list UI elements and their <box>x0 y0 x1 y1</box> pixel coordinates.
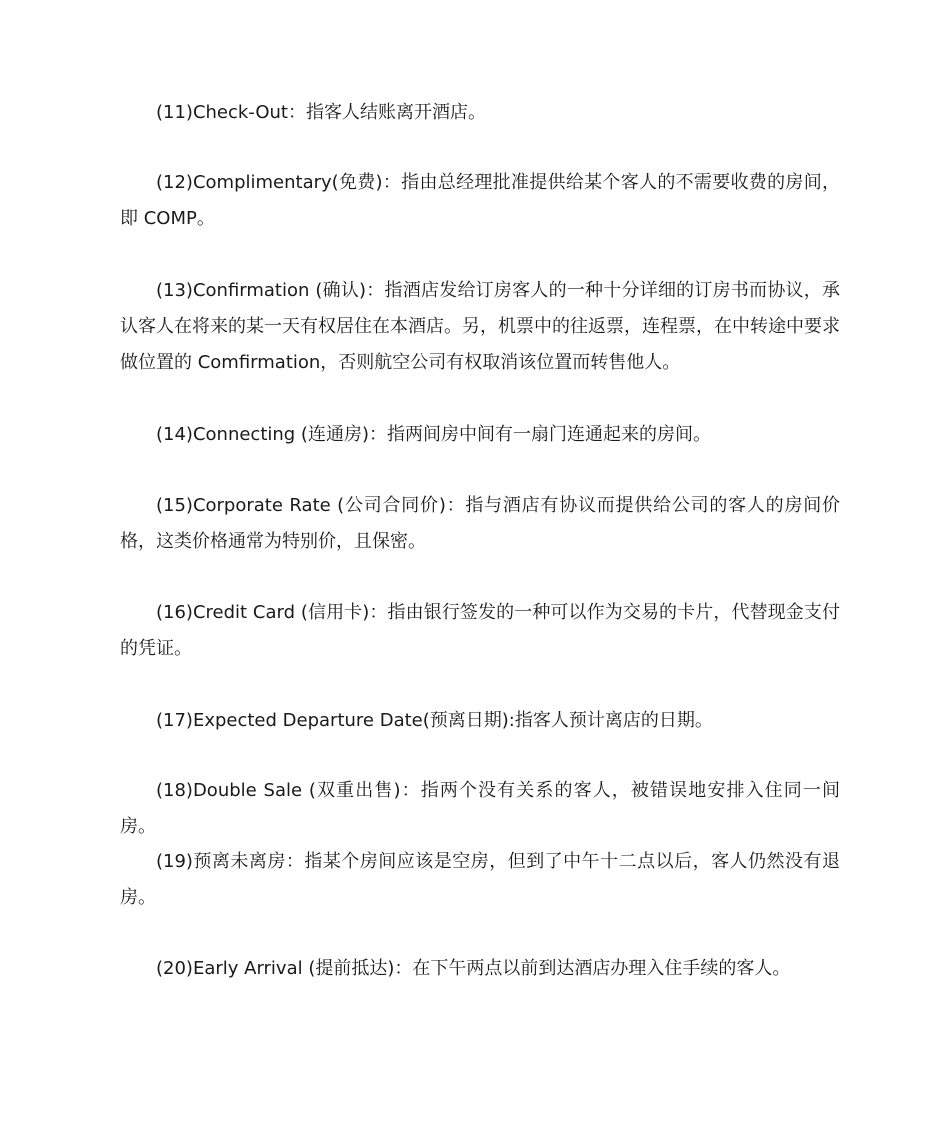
entry-19: (19)预离未离房：指某个房间应该是空房，但到了中午十二点以后，客人仍然没有退房。 <box>120 851 840 908</box>
entry-14: (14)Connecting (连通房)：指两间房中间有一扇门连通起来的房间。 <box>156 424 711 445</box>
entry-11: (11)Check-Out：指客人结账离开酒店。 <box>156 102 486 123</box>
entry-17: (17)Expected Departure Date(预离日期):指客人预计离店的日期。 <box>156 710 713 731</box>
entry-16: (16)Credit Card (信用卡)：指由银行签发的一种可以作为交易的卡片，代替现金支付的凭证。 <box>120 602 840 659</box>
entry-15: (15)Corporate Rate (公司合同价)：指与酒店有协议而提供给公司的客人的房间价格，这类价格通常为特别价，且保密。 <box>120 495 840 552</box>
entry-20: (20)Early Arrival (提前抵达)：在下午两点以前到达酒店办理入住手续的客人。 <box>156 958 791 979</box>
entry-18: (18)Double Sale (双重出售)：指两个没有关系的客人，被错误地安排入住同一间房。 <box>120 780 840 837</box>
entry-13: (13)Confirmation (确认)：指酒店发给订房客人的一种十分详细的订房书而协议，承认客人在将来的某一天有权居住在本酒店。另，机票中的往返票，连程票，在中转途中要求做位置的 Comfirmation，否则航空公司有权取消该位置而转售他人。 <box>120 280 840 373</box>
entry-12: (12)Complimentary(免费)：指由总经理批准提供给某个客人的不需要收费的房间，即 COMP。 <box>120 172 840 229</box>
